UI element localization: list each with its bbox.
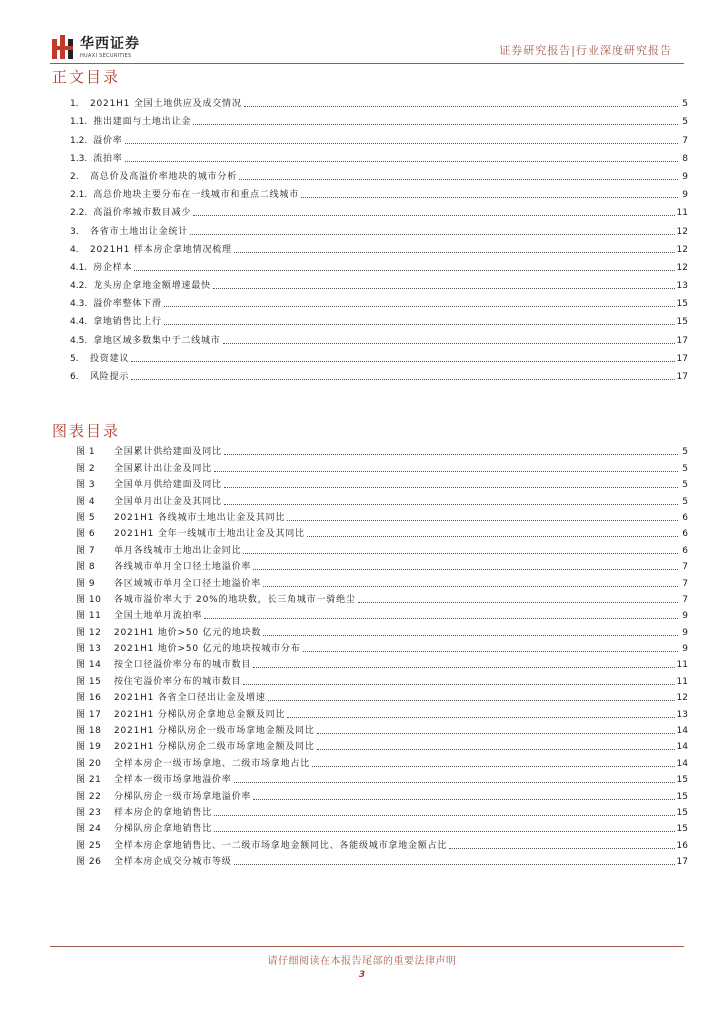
toc-list [52,92,688,383]
figure-entry-page: 5 [682,496,688,507]
figure-entry-label: 图 12 [76,627,102,638]
figure-entry[interactable] [52,540,688,556]
figure-entry-title: 全国单月出让金及其同比 [114,496,222,507]
figure-entry[interactable] [52,803,688,819]
figure-entry-page: 9 [682,627,688,638]
header-divider [50,63,684,64]
toc-entry[interactable] [52,310,688,328]
figure-entry[interactable] [52,835,688,851]
figure-leader-dots [317,732,675,734]
toc-entry-title: 推出建面与土地出让金 [93,117,192,128]
toc-entry-number: 4.4. [70,317,88,328]
figure-entry[interactable] [52,606,688,622]
figure-leader-dots [234,863,675,865]
figure-entry-title: 全国单月供给建面及同比 [114,480,222,491]
figure-leader-dots [224,486,678,488]
figure-entry-page: 13 [676,709,688,720]
toc-entry-title: 溢价率 [93,135,123,146]
figure-entry-title: 2021H1 全年一线城市土地出让金及其同比 [114,529,305,540]
toc-entry-page: 12 [676,226,688,237]
toc-entry[interactable] [52,328,688,346]
figure-entry-page: 15 [676,824,688,835]
figure-entry-label: 图 14 [76,660,102,671]
figure-entry-title: 2021H1 各线城市土地出让金及其同比 [114,512,286,523]
toc-entry-title: 高溢价率城市数目减少 [93,208,192,219]
figure-entry-page: 11 [676,676,688,687]
logo-text: 华西证券 [80,36,140,52]
toc-entry-number: 1. [70,99,79,110]
toc-entry-page: 17 [676,335,688,346]
toc-entry-title: 2021H1 全国土地供应及成交情况 [90,99,242,110]
figure-entry-label: 图 23 [76,807,102,818]
figure-entry[interactable] [52,786,688,802]
figure-entry-title: 分梯队房企拿地销售比 [114,824,213,835]
figure-entry[interactable] [52,671,688,687]
figure-leader-dots [317,748,675,750]
figure-entry-page: 6 [682,545,688,556]
toc-entry-number: 1.2. [70,135,88,146]
figures-title: 图表目录 [52,422,121,440]
figure-entry[interactable] [52,704,688,720]
toc-entry-number: 6. [70,372,79,382]
toc-entry[interactable] [52,238,688,256]
toc-entry-title: 2021H1 样本房企拿地情况梳理 [90,244,232,255]
figure-entry[interactable] [52,573,688,589]
figure-leader-dots [253,798,674,800]
figure-leader-dots [214,470,678,472]
toc-entry-page: 15 [676,317,688,328]
figure-entry-title: 全样本房企拿地销售比、一二级市场拿地金额同比、各能级城市拿地金额占比 [114,840,448,851]
toc-entry-page: 8 [682,153,688,164]
page-header [0,0,724,64]
toc-entry[interactable] [52,183,688,201]
figure-leader-dots [253,666,674,668]
figure-leader-dots [214,814,675,816]
figure-entry-title: 2021H1 分梯队房企一级市场拿地金额及同比 [114,726,315,737]
toc-leader-dots [234,251,675,253]
figure-entry[interactable] [52,442,688,458]
toc-entry[interactable] [52,92,688,110]
figure-entry-page: 9 [682,611,688,622]
figure-entry-title: 全国累计出让金及同比 [114,463,213,474]
figure-entry-label: 图 13 [76,644,102,655]
toc-entry-number: 1.1. [70,117,88,128]
figure-entry-page: 7 [682,578,688,589]
figures-list [52,442,688,868]
toc-entry-page: 13 [676,281,688,292]
toc-entry-page: 17 [676,372,688,382]
toc-entry[interactable] [52,110,688,128]
figure-leader-dots [224,503,678,505]
figure-entry-page: 6 [682,529,688,540]
figure-entry[interactable] [52,524,688,540]
toc-entry-number: 1.3. [70,153,88,164]
toc-entry-title: 高总价地块主要分布在一线城市和重点二线城市 [93,190,299,201]
figure-leader-dots [449,847,674,849]
toc-entry-page: 7 [682,135,688,146]
report-type: 证券研究报告|行业深度研究报告 [499,44,672,57]
figure-entry-label: 图 5 [76,512,96,523]
toc-leader-dots [164,323,675,325]
figure-leader-dots [263,634,678,636]
figure-entry-page: 15 [676,807,688,818]
figure-entry-label: 图 4 [76,496,96,507]
toc-entry[interactable] [52,256,688,274]
toc-entry-title: 拿地区域多数集中于二线城市 [93,335,221,346]
figure-entry-page: 12 [676,693,688,704]
figure-leader-dots [243,552,678,554]
figure-entry-label: 图 18 [76,726,102,737]
figure-entry-label: 图 16 [76,693,102,704]
figure-entry-page: 14 [676,742,688,753]
figure-entry-label: 图 2 [76,463,96,474]
toc-entry[interactable] [52,274,688,292]
toc-entry-number: 5. [70,353,79,364]
toc-entry-title: 风险提示 [90,372,130,382]
figure-entry[interactable] [52,753,688,769]
toc-leader-dots [244,105,678,107]
toc-leader-dots [190,233,675,235]
toc-entry-page: 9 [682,190,688,201]
figure-entry-label: 图 1 [76,447,96,458]
figure-leader-dots [234,781,675,783]
toc-entry-page: 12 [676,244,688,255]
toc-entry-page: 12 [676,262,688,273]
toc-entry-number: 2.2. [70,208,88,219]
figure-entry-page: 5 [682,463,688,474]
figure-entry-title: 按住宅溢价率分布的城市数目 [114,676,242,687]
figure-entry[interactable] [52,491,688,507]
figure-leader-dots [287,519,678,521]
figure-entry-title: 单月各线城市土地出让金同比 [114,545,242,556]
figure-entry[interactable] [52,688,688,704]
figure-leader-dots [307,535,678,537]
figure-entry[interactable] [52,655,688,671]
figure-entry-title: 2021H1 分梯队房企拿地总金额及同比 [114,709,286,720]
figure-entry-label: 图 11 [76,611,102,622]
figure-entry-page: 14 [676,758,688,769]
toc-entry-title: 龙头房企拿地金额增速最快 [93,281,211,292]
figure-entry[interactable] [52,508,688,524]
figure-entry-title: 全国累计供给建面及同比 [114,447,222,458]
toc-entry-title: 各省市土地出让金统计 [90,226,189,237]
figure-entry-label: 图 6 [76,529,96,540]
figure-entry-page: 15 [676,791,688,802]
figure-entry-title: 各线城市单月全口径土地溢价率 [114,562,252,573]
figure-entry[interactable] [52,475,688,491]
figure-leader-dots [268,699,675,701]
figure-entry-label: 图 9 [76,578,96,589]
toc-entry-page: 11 [676,208,688,219]
figure-leader-dots [204,617,678,619]
toc-entry[interactable] [52,147,688,165]
figure-entry-label: 图 8 [76,562,96,573]
toc-entry-number: 4.5. [70,335,88,346]
toc-leader-dots [131,378,674,380]
toc-leader-dots [131,360,674,362]
figure-entry-title: 2021H1 地价>50 亿元的地块数 [114,627,262,638]
toc-leader-dots [164,305,675,307]
toc-entry-title: 房企样本 [93,262,133,273]
figure-entry[interactable] [52,639,688,655]
figure-entry[interactable] [52,622,688,638]
toc-entry-number: 2.1. [70,190,88,201]
toc-entry-number: 3. [70,226,79,237]
figure-entry-page: 15 [676,775,688,786]
figure-leader-dots [243,683,674,685]
figure-entry-page: 5 [682,447,688,458]
figure-entry[interactable] [52,458,688,474]
toc-leader-dots [223,342,675,344]
toc-title: 正文目录 [52,68,121,86]
figure-entry-title: 2021H1 各省全口径出让金及增速 [114,693,266,704]
toc-entry-title: 流拍率 [93,153,123,164]
figure-entry-title: 样本房企的拿地销售比 [114,807,213,818]
figure-entry-label: 图 21 [76,775,102,786]
figure-entry-title: 各城市溢价率大于 20%的地块数，长三角城市一骑绝尘 [114,594,356,605]
toc-entry[interactable] [52,365,688,383]
figure-entry-title: 2021H1 分梯队房企二级市场拿地金额及同比 [114,742,315,753]
figure-entry-page: 11 [676,660,688,671]
figure-entry-title: 各区域城市单月全口径土地溢价率 [114,578,262,589]
toc-entry[interactable] [52,165,688,183]
figure-leader-dots [287,716,674,718]
figure-entry-title: 全样本一级市场拿地溢价率 [114,775,232,786]
figure-leader-dots [224,453,678,455]
figure-entry-label: 图 24 [76,824,102,835]
figure-entry[interactable] [52,770,688,786]
figure-entry-label: 图 20 [76,758,102,769]
figure-entry-label: 图 15 [76,676,102,687]
toc-leader-dots [125,160,678,162]
figure-entry-title: 2021H1 地价>50 亿元的地块按城市分布 [114,644,301,655]
figure-entry-label: 图 3 [76,480,96,491]
toc-entry-page: 17 [676,353,688,364]
toc-entry[interactable] [52,128,688,146]
toc-entry-number: 4.1. [70,262,88,273]
figure-entry[interactable] [52,557,688,573]
footer-divider [50,946,684,947]
figure-entry-label: 图 17 [76,709,102,720]
figure-entry-label: 图 25 [76,840,102,851]
figure-entry-label: 图 26 [76,857,102,868]
figure-entry-page: 5 [682,480,688,491]
figure-entry-title: 全样本房企成交分城市等级 [114,857,232,868]
footer-disclaimer: 请仔细阅读在本报告尾部的重要法律声明 [267,956,457,967]
toc-entry[interactable] [52,292,688,310]
page-number: 3 [358,970,366,980]
toc-entry-title: 高总价及高溢价率地块的城市分析 [90,171,238,182]
toc-leader-dots [193,214,674,216]
toc-entry[interactable] [52,201,688,219]
figure-entry-page: 7 [682,594,688,605]
toc-entry-number: 2. [70,171,79,182]
toc-entry-title: 投资建议 [90,353,130,364]
logo-english-text: HUAXI SECURITIES [80,53,132,59]
toc-entry[interactable] [52,347,688,365]
figure-entry-label: 图 10 [76,594,102,605]
figure-entry[interactable] [52,737,688,753]
toc-leader-dots [301,196,678,198]
figure-leader-dots [303,650,678,652]
figure-entry[interactable] [52,590,688,606]
figure-entry-title: 分梯队房企一级市场拿地溢价率 [114,791,252,802]
figure-entry-label: 图 22 [76,791,102,802]
toc-entry-title: 拿地销售比上行 [93,317,162,328]
figure-entry-page: 14 [676,726,688,737]
figure-entry-page: 9 [682,644,688,655]
figure-leader-dots [263,585,678,587]
toc-entry-page: 5 [682,99,688,110]
toc-leader-dots [239,178,678,180]
figure-entry-label: 图 19 [76,742,102,753]
huaxi-logo-icon [52,35,74,59]
toc-entry-title: 溢价率整体下滑 [93,299,162,310]
figure-leader-dots [312,765,675,767]
figure-entry-title: 全样本房企一级市场拿地、二级市场拿地占比 [114,758,311,769]
toc-entry[interactable] [52,219,688,237]
figure-entry-label: 图 7 [76,545,96,556]
figure-entry-page: 16 [676,840,688,851]
figure-entry-title: 全国土地单月流拍率 [114,611,203,622]
figure-leader-dots [358,601,678,603]
figure-entry[interactable] [52,852,688,868]
toc-entry-number: 4.2. [70,281,88,292]
toc-entry-number: 4. [70,244,79,255]
figure-leader-dots [214,830,675,832]
figure-entry-title: 按全口径溢价率分布的城市数目 [114,660,252,671]
figure-entry[interactable] [52,819,688,835]
toc-leader-dots [134,269,674,271]
toc-entry-page: 9 [682,171,688,182]
toc-leader-dots [193,123,678,125]
toc-leader-dots [125,142,678,144]
figure-entry-page: 6 [682,512,688,523]
toc-entry-page: 5 [682,117,688,128]
figure-leader-dots [253,568,678,570]
figure-entry-page: 17 [676,857,688,868]
toc-entry-number: 4.3. [70,299,88,310]
figure-entry[interactable] [52,721,688,737]
toc-leader-dots [213,287,675,289]
toc-entry-page: 15 [676,299,688,310]
figure-entry-page: 7 [682,562,688,573]
